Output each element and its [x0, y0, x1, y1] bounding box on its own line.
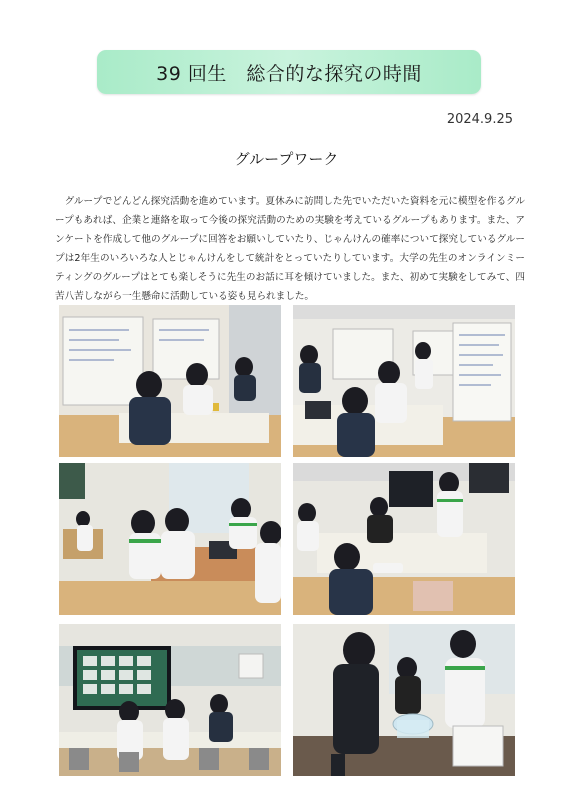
title-banner — [97, 50, 481, 94]
photo-online-meeting — [59, 624, 281, 776]
section-heading: グループワーク — [234, 150, 339, 168]
photo-group-work-1 — [59, 305, 281, 457]
photo-group-work-3 — [59, 463, 281, 615]
page-title: 39 回生 総合的な探究の時間 — [156, 62, 422, 85]
body-paragraph: グループでどんどん探究活動を進めています。夏休みに訪問した先でいただいた資料を元に模型を作るグループもあれば、企業と連絡を取って今後の探究活動のための実験を考えているグループもあります。また、アンケートを作成して他のグループに回答をお願いしていたり、じゃんけんの確率について探究しているグループは2年生のいろいろな人とじゃんけんをして統計をとっていたりしています。大学の先生のオンラインミーティングのグループはとても楽しそうに先生のお話に耳を傾けていました。また、初めて実験をしてみて、四苦八苦しながら一生懸命に活動している姿も見られました。 — [55, 196, 525, 302]
photo-group-work-2 — [293, 305, 515, 457]
photo-group-work-4 — [293, 463, 515, 615]
photo-experiment — [293, 624, 515, 776]
date-label: 2024.9.25 — [446, 112, 513, 127]
